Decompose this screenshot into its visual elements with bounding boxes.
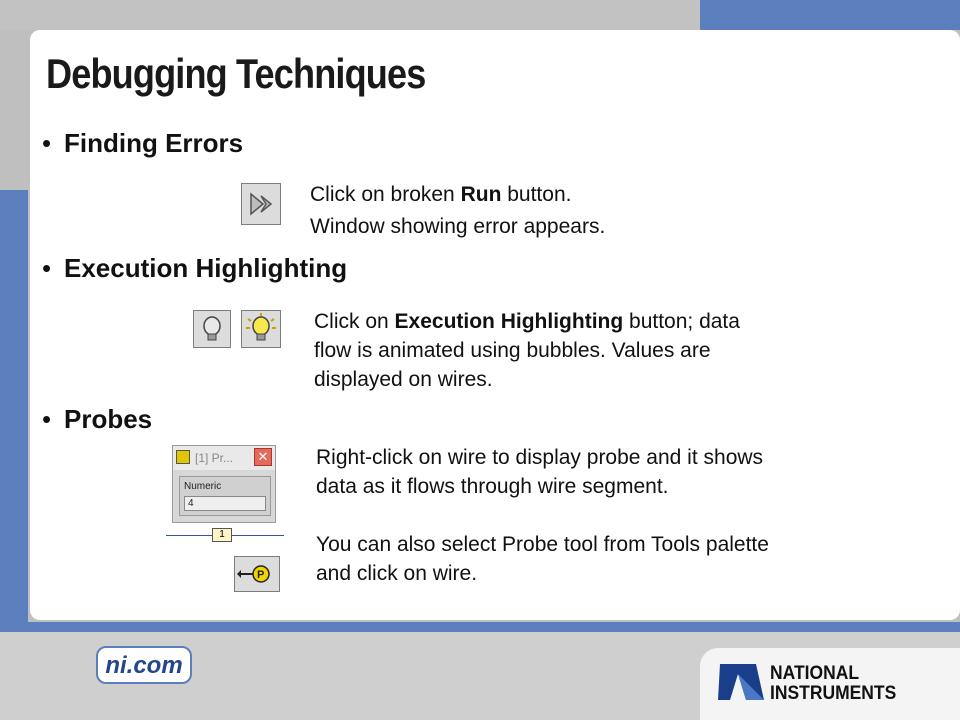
slide-title: Debugging Techniques [46,50,426,97]
probes-text [316,443,769,588]
left-accent-bar [0,190,28,630]
text-line: displayed on wires. [314,368,493,391]
close-icon[interactable]: ✕ [254,448,272,466]
broken-run-button[interactable] [241,183,281,225]
bullet-finding-errors [42,128,244,159]
bottom-accent-bar [0,622,960,632]
svg-text:P: P [257,569,265,581]
brand-wordmark [770,664,896,704]
highlight-on-button[interactable] [241,310,281,348]
probe-window[interactable] [172,445,276,523]
bullet-heading: Probes [64,404,153,434]
top-accent-bar [700,0,960,30]
text-line [316,501,769,530]
highlight-off-button[interactable] [193,310,231,348]
text-line: Window showing error appears. [310,215,606,238]
text-line: Click on Execution Highlighting button; data [314,310,740,333]
probe-numeric-indicator [179,476,271,516]
text-line: and click on wire. [316,562,478,585]
bullet-execution-highlighting [42,253,348,284]
website-badge[interactable]: ni.com [96,646,192,684]
bullet-dot: • [42,404,52,434]
text-line: You can also select Probe tool from Tools palette [316,533,769,556]
brand-line1: NATIONAL [770,663,860,684]
brand-line2: INSTRUMENTS [770,683,897,704]
probe-tool-button[interactable] [234,556,280,592]
lightbulb-off-icon [194,311,230,347]
probe-title-bar [173,446,275,470]
lightbulb-on-icon [242,311,280,347]
bullet-heading: Finding Errors [64,128,244,158]
execution-highlighting-text [314,307,740,394]
text-line: flow is animated using bubbles. Values are [314,339,711,362]
bullet-heading: Execution Highlighting [64,253,348,283]
field-label: Numeric [184,481,222,492]
probe-wire-label: 1 [212,528,232,542]
field-value: 4 [184,496,266,511]
bullet-probes [42,404,153,435]
finding-errors-text [310,180,605,242]
probe-title: [1] Pr... [195,451,234,465]
broken-arrow-icon [242,184,280,224]
text-line: Right-click on wire to display probe and it shows [316,446,764,469]
probe-window-icon [176,450,190,464]
text-line: data as it flows through wire segment. [316,475,669,498]
bullet-dot: • [42,253,52,283]
bullet-dot: • [42,128,52,158]
probe-tool-icon [235,557,279,591]
text-line: Click on broken Run button. [310,183,572,206]
